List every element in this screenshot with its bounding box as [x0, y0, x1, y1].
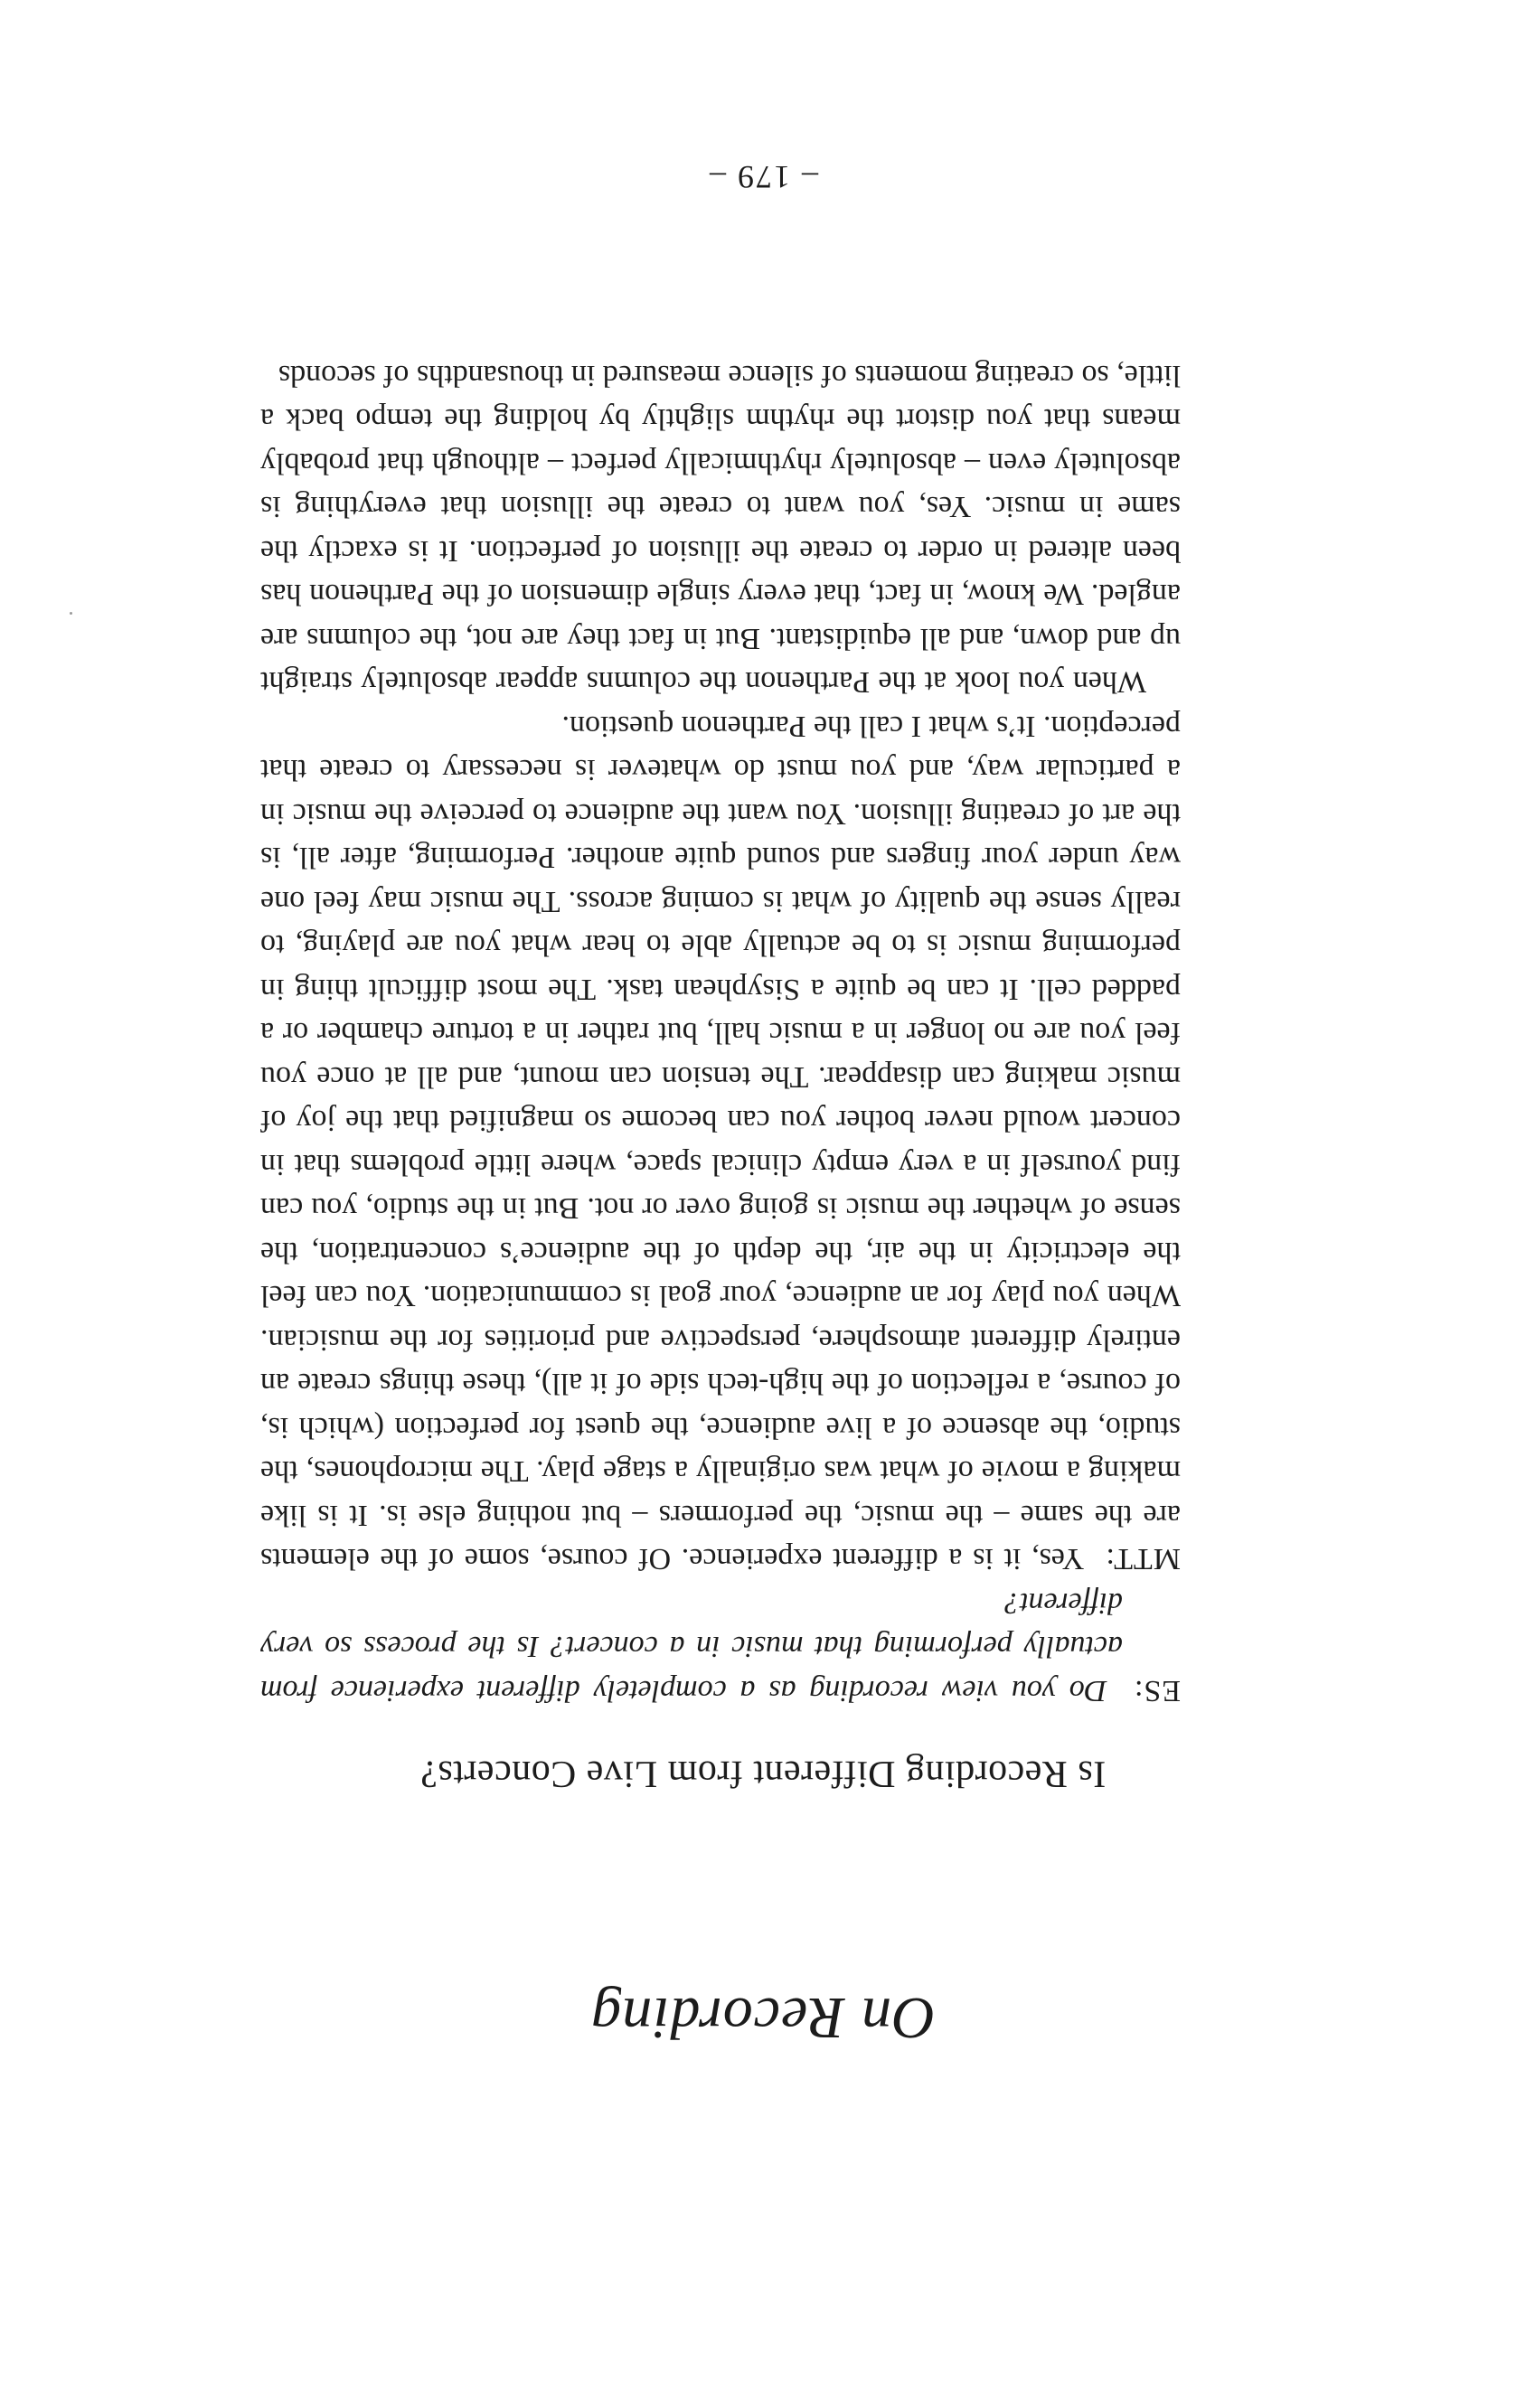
body-text [260, 353, 1181, 1713]
question-text: Do you view recording as a completely different experience from actually performing that music in a concert? Is the process so very different? [260, 1586, 1123, 1707]
section-heading: Is Recording Different from Live Concerts? [419, 1753, 1107, 1794]
scan-speck [70, 612, 72, 615]
chapter-title: On Recording [590, 1985, 936, 2051]
question-speaker: ES: [1133, 1674, 1181, 1707]
interview-question [260, 1581, 1181, 1713]
page-number: – 179 – [708, 159, 818, 195]
answer-text: Yes, it is a different experience. Of course, some of the elements are the same – the music, the performers – but nothing else is. It is like making a movie of what was originally a stage play. The microphones, the studio, the absence of a live audience, the quest for perfection (which is, of course, a reflection of the high-tech side of it all), these things create an entirely different atmosphere, perspective and priorities for the musician. When you play for an audience, your goal is communication. You can feel the electricity in the air, the depth of the audience’s concentration, the sense of whether the music is going over or not. But in the studio, you can find yourself in a very empty clinical space, where little problems that in concert would never bother you can become so magnified that the joy of music making can disappear. The tension can mount, and all at once you feel you are no longer in a music hall, but rather in a torture chamber or a padded cell. It can be quite a Sisyphean task. The most difficult thing in performing music is to be actually able to hear what you are playing, to really sense the quality of what is coming across. The music may feel one way under your fingers and sound quite another. Performing, after all, is the art of creating illusion. You want the audience to perceive the music in a particular way, and you must do whatever is necessary to create that perception. It’s what I call the Parthenon question. [260, 710, 1181, 1576]
paragraph-parthenon: When you look at the Parthenon the columns appear absolutely straight up and down, and all equidistant. But in fact they are not, the columns are angled. We know, in fact, that every single dimension of the Parthenon has been altered in order to create the illusion of perfection. It is exactly the same in music. Yes, you want to create the illusion that everything is absolutely even – absolutely rhythmically perfect – although that probably means that you distort the rhythm slightly by holding the tempo back a little, so creating moments of silence measured in thousandths of seconds [260, 359, 1181, 700]
interview-answer [260, 704, 1181, 1581]
answer-speaker: MTT: [1105, 1542, 1181, 1576]
